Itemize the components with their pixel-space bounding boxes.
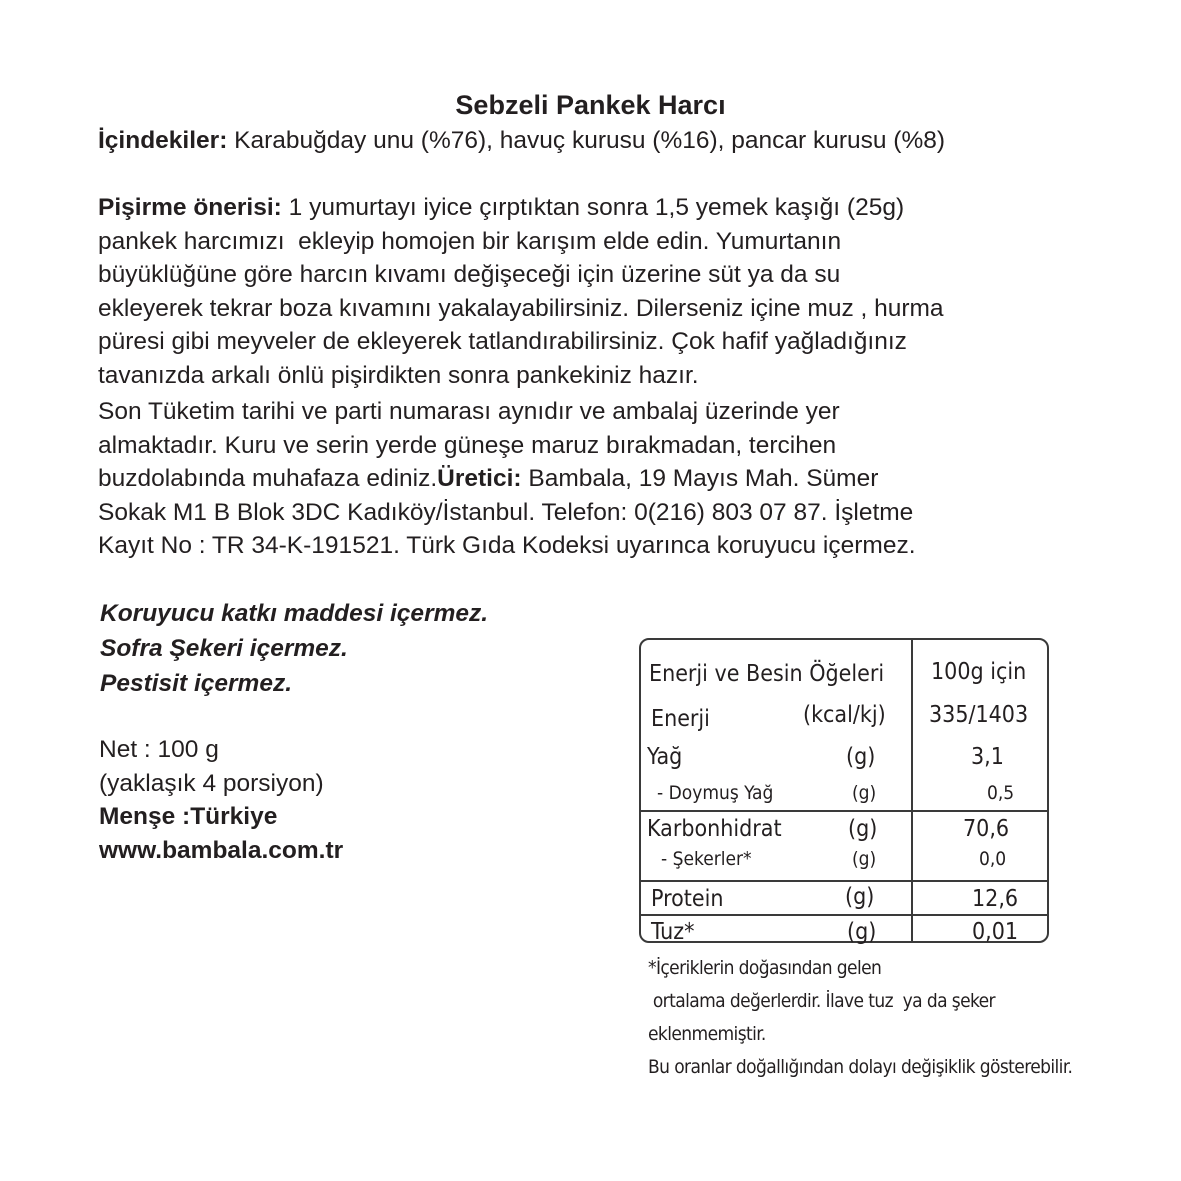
- producer-label: Üretici:: [437, 465, 522, 493]
- nutrient-value: 3,1: [971, 744, 1004, 770]
- nutrient-name: Tuz*: [651, 919, 695, 945]
- table-header-value: 100g için: [931, 659, 1027, 685]
- producer-address: Sokak M1 B Blok 3DC Kadıköy/İstanbul. Telefon: 0(216) 803 07 87. İşletme: [98, 498, 914, 526]
- claim-no-pesticides: Pestisit içermez.: [100, 670, 293, 697]
- nutrient-value: 12,6: [972, 886, 1019, 912]
- origin: Menşe :Türkiye: [99, 803, 278, 831]
- footnote-line: *İçeriklerin doğasından gelen: [648, 957, 882, 979]
- table-row-divider: [641, 880, 1047, 882]
- nutrient-unit: (g): [845, 884, 875, 910]
- nutrient-unit: (g): [848, 816, 878, 842]
- producer-address: Bambala, 19 Mayıs Mah. Sümer: [521, 465, 879, 493]
- nutrient-unit: (g): [852, 782, 877, 804]
- footnote-line: Bu oranlar doğallığından dolayı değişiklik gösterebilir.: [648, 1056, 1073, 1078]
- ingredients-label: İçindekiler:: [98, 127, 228, 154]
- cooking-instructions: [98, 191, 1098, 393]
- table-row-divider: [641, 914, 1047, 916]
- cooking-line: püresi gibi meyveler de ekleyerek tatlandırabilirsiniz. Çok hafif yağladığınız: [98, 328, 907, 356]
- storage-and-producer-info: [98, 395, 1098, 563]
- nutrient-name: Enerji: [651, 706, 710, 732]
- nutrient-value: 0,5: [987, 782, 1015, 804]
- nutrient-unit: (g): [852, 848, 877, 870]
- table-column-divider: [911, 640, 913, 941]
- cooking-line: pankek harcımızı ekleyip homojen bir karışım elde edin. Yumurtanın: [98, 227, 842, 255]
- nutrient-unit: (g): [846, 744, 876, 770]
- nutrient-name: Protein: [651, 886, 724, 912]
- claim-no-sugar: Sofra Şekeri içermez.: [100, 635, 348, 662]
- cooking-line: 1 yumurtayı iyice çırptıktan sonra 1,5 yemek kaşığı (25g): [281, 194, 905, 221]
- cooking-line: ekleyerek tekrar boza kıvamını yakalayabilirsiniz. Dilerseniz içine muz , hurma: [98, 294, 944, 322]
- cooking-line: büyüklüğüne göre harcın kıvamı değişeceği için üzerine süt ya da su: [98, 261, 841, 289]
- nutrient-name: - Doymuş Yağ: [657, 782, 774, 804]
- nutrition-footnote: [648, 952, 1072, 1084]
- nutrient-value: 335/1403: [929, 702, 1029, 728]
- table-header-label: Enerji ve Besin Öğeleri: [649, 661, 885, 687]
- nutrient-value: 0,01: [972, 919, 1019, 945]
- nutrition-table: [639, 638, 1049, 943]
- nutrient-value: 70,6: [963, 816, 1010, 842]
- nutrient-unit: (kcal/kj): [803, 702, 886, 728]
- table-row-divider: [641, 810, 1047, 812]
- storage-line: almaktadır. Kuru ve serin yerde güneşe maruz bırakmadan, tercihen: [98, 431, 837, 459]
- nutrient-value: 0,0: [979, 848, 1007, 870]
- nutrient-name: - Şekerler*: [661, 848, 752, 870]
- net-weight: Net : 100 g: [99, 736, 219, 763]
- registration-info: Kayıt No : TR 34-K-191521. Türk Gıda Kodeksi uyarınca koruyucu içermez.: [98, 532, 916, 560]
- claim-no-preservatives: Koruyucu katkı maddesi içermez.: [100, 600, 489, 627]
- cooking-label: Pişirme önerisi:: [98, 194, 282, 221]
- footnote-line: ortalama değerlerdir. İlave tuz ya da şeker: [648, 990, 995, 1012]
- storage-line: buzdolabında muhafaza ediniz.: [98, 465, 438, 493]
- nutrient-name: Karbonhidrat: [647, 816, 782, 842]
- ingredients-list: Karabuğday unu (%76), havuç kurusu (%16), pancar kurusu (%8): [227, 127, 946, 154]
- cooking-line: tavanızda arkalı önlü pişirdikten sonra pankekiniz hazır.: [98, 361, 699, 389]
- nutrient-name: Yağ: [647, 744, 683, 770]
- product-title: Sebzeli Pankek Harcı: [455, 90, 726, 120]
- nutrient-unit: (g): [847, 919, 877, 945]
- ingredients-text: [98, 124, 1098, 158]
- portion-info: (yaklaşık 4 porsiyon): [99, 769, 324, 797]
- website-link: www.bambala.com.tr: [99, 836, 344, 864]
- net-info: [99, 733, 343, 867]
- product-claims: [100, 596, 488, 701]
- storage-line: Son Tüketim tarihi ve parti numarası aynıdır ve ambalaj üzerinde yer: [98, 398, 840, 425]
- footnote-line: eklenmemiştir.: [648, 1023, 766, 1045]
